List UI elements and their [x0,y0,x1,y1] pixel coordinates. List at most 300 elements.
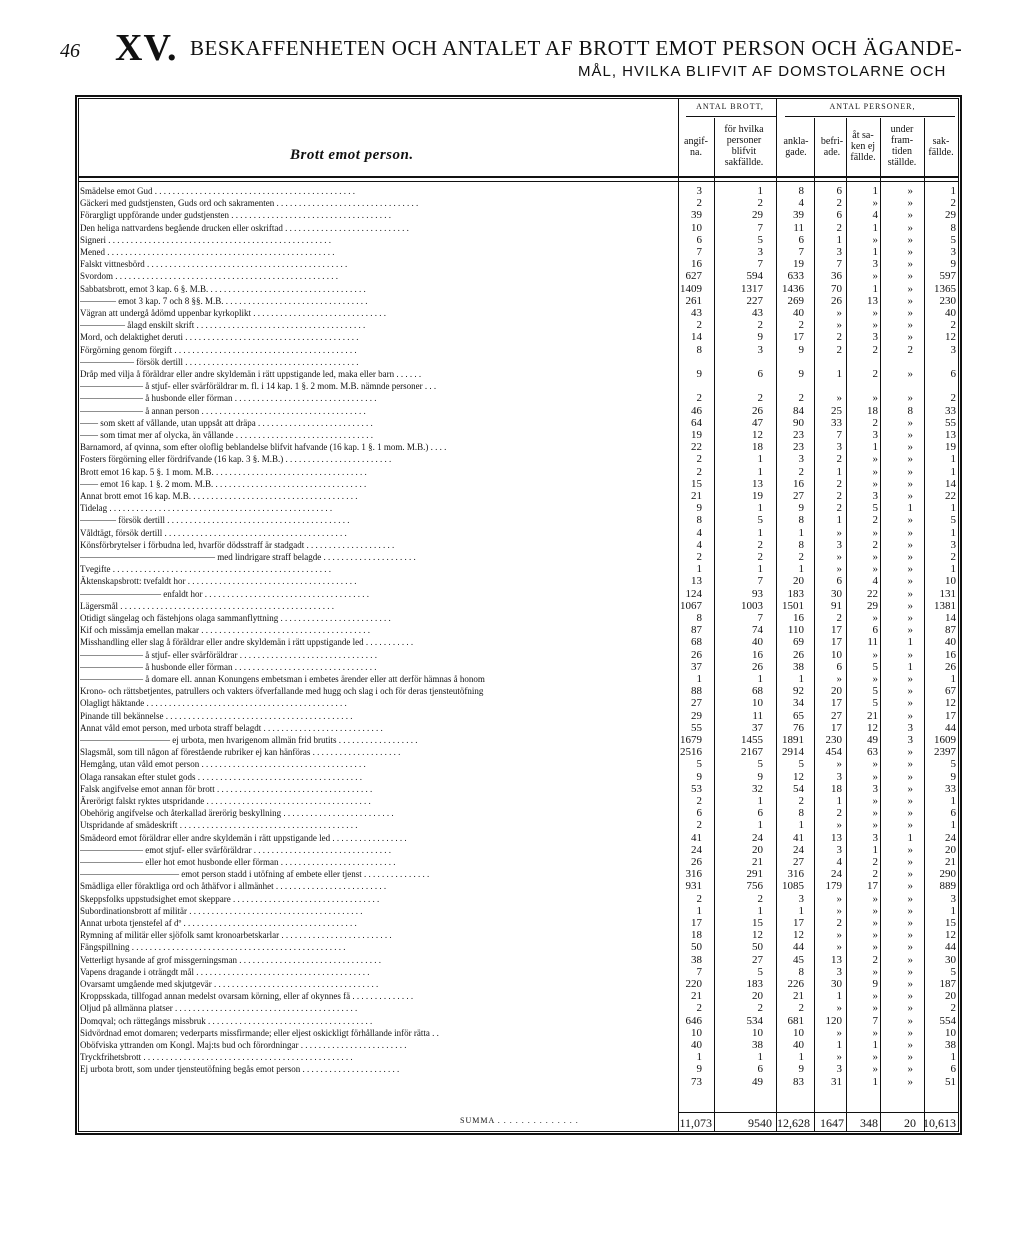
cell-sakfallde: 15 [945,917,956,929]
cell-under: » [907,209,913,222]
summa-under: 20 [904,1116,916,1130]
table-row [80,429,960,441]
table-row [80,307,960,319]
cell-befriade: 13 [831,831,842,844]
row-label: —— emot 16 kap. 1 §. 2 mom. M.B. . . . . . . . . . . . . . . . . . . . . . . . . . . . . . . . . . . [80,478,367,489]
cell-angifna: 2 [696,1002,702,1015]
cell-sakfallde: 24 [945,831,956,844]
cell-sakfallde: 33 [945,782,956,795]
cell-anklagade: 92 [793,685,804,698]
table-row [80,270,960,282]
row-label: Annat våld emot person, med urbota straff belagdt . . . . . . . . . . . . . . . . . . . . . . . . . . . [80,722,383,733]
cell-sakfallde: 29 [945,209,956,222]
cell-under: » [907,294,913,307]
cell-anklagade: 633 [787,270,804,283]
cell-sakfallde-brott: 12 [752,929,763,942]
cell-at-saken: 12 [867,721,878,734]
cell-angifna: 1409 [680,282,702,295]
row-label: ——————— å annan person . . . . . . . . . . . . . . . . . . . . . . . . . . . . . . . . . . . . . [80,405,366,416]
cell-anklagade: 10 [793,1026,804,1039]
row-label: Tvegifte . . . . . . . . . . . . . . . . . . . . . . . . . . . . . . . . . . . . . . . . . . . . . . . . . [80,564,331,575]
table-row [80,929,960,941]
table-row [80,966,960,978]
cell-at-saken: » [872,197,878,210]
cell-at-saken: » [872,477,878,490]
row-label: Fängspillning . . . . . . . . . . . . . . . . . . . . . . . . . . . . . . . . . . . . . . . . . . . . . . . . [80,942,346,953]
cell-sakfallde: 1 [950,185,956,197]
row-label: ———— försök dertill . . . . . . . . . . . . . . . . . . . . . . . . . . . . . . . . . . . . . . . . . [80,515,350,526]
cell-under: » [907,599,913,612]
cell-anklagade: 12 [793,929,804,942]
cell-sakfallde-brott: 10 [752,697,763,710]
cell-befriade: 70 [831,282,842,295]
cell-under: » [907,270,913,283]
cell-at-saken: 3 [872,782,878,795]
cell-under: » [907,453,913,466]
cell-anklagade: 1891 [782,734,804,746]
row-label: Dråp med vilja å föräldrar eller andre skyldemän i rätt uppstigande led, maka eller barn . . . . . . [80,369,422,379]
cell-befriade: 4 [836,856,842,868]
cell-sakfallde-brott: 7 [757,221,763,234]
row-label: ———— emot 3 kap. 7 och 8 §§. M.B. . . . . . . . . . . . . . . . . . . . . . . . . . . . . . . . . [80,295,368,306]
cell-angifna: 14 [691,331,702,344]
cell-sakfallde-brott: 11 [752,709,763,722]
page-number: 46 [60,40,80,62]
table-row [80,466,960,478]
cell-under: » [907,185,913,197]
cell-at-saken: 2 [872,343,878,356]
cell-sakfallde-brott: 38 [752,1039,763,1051]
table-row [80,1015,960,1027]
cell-under: » [907,819,913,832]
cell-at-saken: » [872,795,878,807]
group-rule-brott [686,116,776,117]
cell-anklagade: 44 [793,941,804,954]
row-label: Ärerörigt falskt ryktes utspridande . . . . . . . . . . . . . . . . . . . . . . . . . . . . . . . . . . . . . [80,796,371,806]
cell-sakfallde-brott: 24 [752,831,763,844]
table-row [80,222,960,234]
cell-angifna: 53 [691,782,702,795]
table-row [80,1063,960,1075]
cell-anklagade: 110 [787,624,804,637]
cell-sakfallde: 21 [945,856,956,868]
cell-befriade: 1 [836,233,842,246]
cell-anklagade: 1436 [782,282,804,295]
cell-angifna: 27 [691,697,702,710]
header-bottom-rule [78,176,959,178]
col-header-angifna: angif- na. [684,136,708,158]
table-row [80,868,960,880]
row-label: Kif och missämja emellan makar . . . . . . . . . . . . . . . . . . . . . . . . . . . . . . . . . . . . . . [80,625,370,636]
row-label: —— som timat mer af olycka, än vållande . . . . . . . . . . . . . . . . . . . . . . . . . . . . . . . [80,430,373,440]
cell-at-saken: » [872,392,878,405]
cell-at-saken: » [872,990,878,1003]
group-antal-personer: ANTAL PERSONER, [829,102,916,111]
cell-angifna: 2 [696,197,702,210]
cell-befriade: » [836,307,842,319]
row-label: Tidelag . . . . . . . . . . . . . . . . . . . . . . . . . . . . . . . . . . . . . . . . . . . . . . . . . . [80,503,333,514]
cell-sakfallde-brott: 29 [752,209,763,222]
cell-angifna: 2 [696,819,702,832]
cell-at-saken: » [872,917,878,929]
cell-angifna: 1 [696,1051,702,1064]
table-row [80,844,960,856]
table-row [80,685,960,697]
cell-sakfallde-brott: 16 [752,648,763,661]
cell-anklagade: 2 [798,795,804,807]
table-row [80,624,960,636]
cell-angifna: 8 [696,612,702,624]
table-row [80,722,960,734]
cell-sakfallde-brott: 26 [752,660,763,673]
table-row [80,856,960,868]
cell-sakfallde: 3 [950,246,956,258]
cell-at-saken: » [872,892,878,905]
row-label: Gäckeri med gudstjensten, Guds ord och sakramenten . . . . . . . . . . . . . . . . . . . . . . . . . . . . . . . . [80,198,419,209]
cell-under: » [907,965,913,978]
cell-under: » [907,843,913,856]
cell-angifna: 24 [691,843,702,856]
cell-under: » [907,526,913,539]
cell-sakfallde-brott: 32 [752,782,763,795]
cell-at-saken: » [872,1026,878,1039]
cell-angifna: 87 [691,624,702,637]
cell-sakfallde: 9 [950,770,956,783]
cell-sakfallde: 2 [950,319,956,332]
cell-befriade: 2 [836,917,842,929]
cell-sakfallde: 16 [945,648,956,661]
cell-befriade: 2 [836,453,842,466]
row-label: Falskt vittnesbörd . . . . . . . . . . . . . . . . . . . . . . . . . . . . . . . . . . . . . . . . . . . . . [80,259,348,270]
table-row [80,295,960,307]
cell-under: » [907,1075,913,1088]
cell-befriade: 17 [831,721,842,734]
cell-befriade: » [836,551,842,563]
cell-sakfallde-brott: 47 [752,416,763,429]
cell-under: » [907,490,913,502]
cell-befriade: 454 [825,746,842,759]
group-rule-personer [785,116,955,117]
row-label: Vetterligt hysande af grof missgerningsman . . . . . . . . . . . . . . . . . . . . . . . . . . . . . . . . [80,954,381,965]
table-row [80,734,960,746]
col-header-anklagade: ankla- gade. [783,136,809,158]
cell-befriade: 17 [831,624,842,637]
cell-at-saken: » [872,551,878,563]
cell-befriade: 2 [836,343,842,356]
row-label: Domqval; och rättegångs missbruk . . . . . . . . . . . . . . . . . . . . . . . . . . . . . . . . . . . . . [80,1015,373,1026]
cell-sakfallde: 12 [945,697,956,710]
row-label: Förargligt uppförande under gudstjensten . . . . . . . . . . . . . . . . . . . . . . . . . . . . . . . . . . . . [80,210,392,221]
cell-angifna: 1679 [680,734,702,746]
cell-sakfallde-brott: 227 [746,294,763,307]
row-label: Smädliga eller föraktliga ord och åthäfvor i allmänhet . . . . . . . . . . . . . . . . . . . . . . . . . [80,881,387,892]
cell-sakfallde: 13 [945,429,956,441]
cell-anklagade: 8 [798,807,804,820]
cell-anklagade: 26 [793,648,804,661]
row-label: ——————— emot stjuf- eller svärföräldrar . . . . . . . . . . . . . . . . . . . . . . . . . . . . . . . [80,844,391,855]
cell-befriade: » [836,1026,842,1039]
row-label: Vägran att undergå ådömd uppenbar kyrkoplikt . . . . . . . . . . . . . . . . . . . . . . . . . . . . . . [80,308,387,318]
table-row [80,661,960,673]
cell-befriade: 3 [836,770,842,783]
cell-under: » [907,331,913,344]
cell-under: » [907,465,913,478]
cell-sakfallde: 2 [950,392,956,405]
cell-sakfallde-brott: 12 [752,429,763,441]
cell-sakfallde-brott: 2 [757,319,763,332]
cell-anklagade: 2 [798,551,804,563]
summa-sakfallde-brott: 9540 [748,1116,772,1130]
cell-at-saken: 4 [872,575,878,588]
cell-befriade: 3 [836,246,842,258]
cell-sakfallde-brott: 756 [746,880,763,893]
cell-angifna: 55 [691,721,702,734]
row-label: Kroppsskada, tillfogad annan medelst ovarsam körning, eller af okynnes fä . . . . . . . . . . . . . . [80,991,414,1002]
row-label: Misshandling eller slag å föräldrar eller andre skyldemän i rätt uppstigande led . . . . . . . . . . . [80,637,414,648]
cell-under: » [907,319,913,332]
cell-befriade: 3 [836,1063,842,1076]
cell-at-saken: 9 [872,978,878,990]
cell-sakfallde: 8 [950,221,956,234]
cell-at-saken: » [872,526,878,539]
table-row [80,258,960,270]
cell-sakfallde-brott: 43 [752,307,763,319]
cell-at-saken: » [872,233,878,246]
cell-sakfallde-brott: 594 [746,270,763,283]
cell-under: » [907,1002,913,1015]
cell-sakfallde-brott: 3 [757,343,763,356]
cell-befriade: 6 [836,185,842,197]
cell-anklagade: 9 [798,343,804,356]
table-row [80,880,960,892]
cell-under: » [907,868,913,881]
cell-at-saken: » [872,307,878,319]
cell-sakfallde: 1 [950,453,956,466]
col-header-for-hvilka: för hvilka personer blifvit sakfällde. [724,124,764,168]
cell-sakfallde-brott: 3 [757,246,763,258]
row-label: Lägersmål . . . . . . . . . . . . . . . . . . . . . . . . . . . . . . . . . . . . . . . . . . . . . . . . [80,600,334,611]
cell-anklagade: 16 [793,477,804,490]
cell-befriade: 25 [831,404,842,417]
cell-anklagade: 5 [798,758,804,771]
row-label: Obehörig angifvelse och återkallad ärerörig beskyllning . . . . . . . . . . . . . . . . . . . . . . . . . [80,808,394,819]
cell-angifna: 2516 [680,746,702,759]
row-label: Våldtägt, försök dertill . . . . . . . . . . . . . . . . . . . . . . . . . . . . . . . . . . . . . . . . . [80,527,347,538]
cell-anklagade: 34 [793,697,804,710]
cell-at-saken: 3 [872,490,878,502]
cell-befriade: 17 [831,636,842,649]
table-row [80,917,960,929]
cell-under: » [907,990,913,1003]
cell-under: » [907,624,913,637]
cell-sakfallde: 12 [945,331,956,344]
row-label: Fosters förgörning eller fördrifvande (16 kap. 3 §. M.B.) . . . . . . . . . . . . . . . . . . . . . . . . [80,454,392,465]
cell-at-saken: 21 [867,709,878,722]
table-row [80,563,960,575]
cell-anklagade: 21 [793,990,804,1003]
cell-befriade: 20 [831,685,842,698]
cell-befriade: 1 [836,514,842,527]
cell-angifna: 8 [696,343,702,356]
cell-angifna: 21 [691,990,702,1003]
cell-sakfallde: 12 [945,929,956,942]
cell-sakfallde: 554 [939,1014,956,1027]
cell-sakfallde-brott: 5 [757,965,763,978]
summa-label: SUMMA . . . . . . . . . . . . . . [460,1116,579,1125]
cell-sakfallde: 1 [950,673,956,685]
cell-anklagade: 24 [793,843,804,856]
table-row [80,588,960,600]
table-row [80,819,960,831]
cell-anklagade: 8 [798,514,804,527]
cell-anklagade: 2914 [782,746,804,759]
cell-befriade: 3 [836,843,842,856]
cell-under: » [907,551,913,563]
table-row [80,893,960,905]
cell-angifna: 627 [685,270,702,283]
cell-angifna: 9 [696,770,702,783]
cell-befriade: 3 [836,538,842,551]
cell-at-saken: » [872,612,878,624]
table-row [80,209,960,221]
table-row [80,368,960,380]
row-label: Smädeord emot föräldrar eller andre skyldemän i rätt uppstigande led . . . . . . . . . . . . . . . . . [80,832,407,843]
table-row [80,1076,960,1088]
cell-anklagade: 39 [793,209,804,222]
row-label: ——————————— emot person stadd i utöfning af embete eller tjenst . . . . . . . . . . . . . . . [80,869,430,880]
table-row [80,636,960,648]
cell-sakfallde-brott: 2167 [741,746,763,759]
cell-angifna: 17 [691,917,702,929]
row-label: Brott emot 16 kap. 5 §. 1 mom. M.B. . . . . . . . . . . . . . . . . . . . . . . . . . . . . . . . . . . [80,466,367,477]
cell-sakfallde-brott: 7 [757,575,763,588]
table-row [80,905,960,917]
cell-sakfallde-brott: 37 [752,721,763,734]
row-label: Ej urbota brott, som under tjensteutöfning begås emot person . . . . . . . . . . . . . . . . . . . . . . [80,1064,400,1075]
table-row [80,575,960,587]
table-row [80,234,960,246]
cell-befriade: » [836,904,842,917]
cell-befriade: 2 [836,477,842,490]
cell-at-saken: 2 [872,538,878,551]
cell-under: » [907,246,913,258]
row-label: Barnamord, af qvinna, som efter oloflig beblandelse blifvit hafvande (16 kap. 1 §. 1 mom. M.B.) . . . . [80,442,447,453]
cell-angifna: 4 [696,538,702,551]
cell-sakfallde: 2 [950,197,956,210]
row-label: Skeppsfolks uppstudsighet emot skeppare . . . . . . . . . . . . . . . . . . . . . . . . . . . . . . . . . [80,893,380,904]
cell-sakfallde: 40 [945,636,956,649]
cell-under: » [907,904,913,917]
cell-angifna: 64 [691,416,702,429]
cell-angifna: 73 [691,1075,702,1088]
cell-befriade: 36 [831,270,842,283]
cell-befriade: » [836,319,842,332]
cell-befriade: 2 [836,197,842,210]
cell-anklagade: 45 [793,953,804,966]
cell-sakfallde: 5 [950,758,956,771]
cell-under: » [907,795,913,807]
cell-at-saken: » [872,648,878,661]
cell-sakfallde: 33 [945,404,956,417]
cell-befriade: 1 [836,990,842,1003]
cell-under: » [907,1026,913,1039]
cell-under: » [907,758,913,771]
row-label: Sidvördnad emot domaren; vederparts missfirmande; eller eljest oskickligt förhållande inför rätta . . [80,1027,439,1038]
summa-at-saken: 348 [860,1116,878,1130]
cell-angifna: 2 [696,465,702,478]
table-row [80,1002,960,1014]
cell-sakfallde: 10 [945,1026,956,1039]
cell-angifna: 26 [691,648,702,661]
cell-sakfallde: 1 [950,465,956,478]
cell-sakfallde-brott: 2 [757,551,763,563]
table-row [80,978,960,990]
cell-angifna: 261 [685,294,702,307]
table-row [80,771,960,783]
cell-sakfallde-brott: 20 [752,990,763,1003]
cell-at-saken: 2 [872,514,878,527]
cell-sakfallde-brott: 5 [757,758,763,771]
cell-under: » [907,648,913,661]
table-row [80,783,960,795]
cell-befriade: » [836,392,842,405]
cell-at-saken: 3 [872,429,878,441]
table-row [80,417,960,429]
col-header-sakfallde: sak- fällde. [928,136,954,158]
cell-sakfallde: 55 [945,416,956,429]
cell-sakfallde-brott: 74 [752,624,763,637]
cell-under: » [907,685,913,698]
cell-angifna: 2 [696,392,702,405]
cell-angifna: 13 [691,575,702,588]
cell-at-saken: 1 [872,1075,878,1088]
cell-sakfallde: 131 [939,587,956,600]
cell-at-saken: 18 [867,404,878,417]
cell-angifna: 9 [696,1063,702,1076]
cell-at-saken: » [872,1051,878,1064]
cell-at-saken: 17 [867,880,878,893]
cell-angifna: 16 [691,258,702,271]
cell-befriade: 1 [836,368,842,380]
cell-at-saken: 3 [872,331,878,344]
cell-under: » [907,1051,913,1064]
cell-anklagade: 83 [793,1075,804,1088]
cell-befriade: 18 [831,782,842,795]
cell-sakfallde: 1 [950,526,956,539]
summa-row [80,1116,960,1130]
cell-at-saken: 2 [872,416,878,429]
cell-at-saken: » [872,965,878,978]
table-row [80,331,960,343]
header-bottom-rule-2 [78,181,959,182]
cell-befriade: 24 [831,868,842,881]
table-row [80,405,960,417]
cell-angifna: 10 [691,221,702,234]
cell-angifna: 4 [696,526,702,539]
cell-under: 1 [907,502,913,515]
cell-sakfallde: 51 [945,1075,956,1088]
cell-under: » [907,673,913,685]
cell-befriade: 1 [836,795,842,807]
cell-at-saken: 4 [872,209,878,222]
cell-anklagade: 269 [787,294,804,307]
cell-angifna: 2 [696,795,702,807]
cell-angifna: 3 [696,185,702,197]
cell-under: » [907,697,913,710]
cell-sakfallde: 6 [950,807,956,820]
cell-sakfallde: 187 [939,978,956,990]
cell-sakfallde-brott: 534 [746,1014,763,1027]
